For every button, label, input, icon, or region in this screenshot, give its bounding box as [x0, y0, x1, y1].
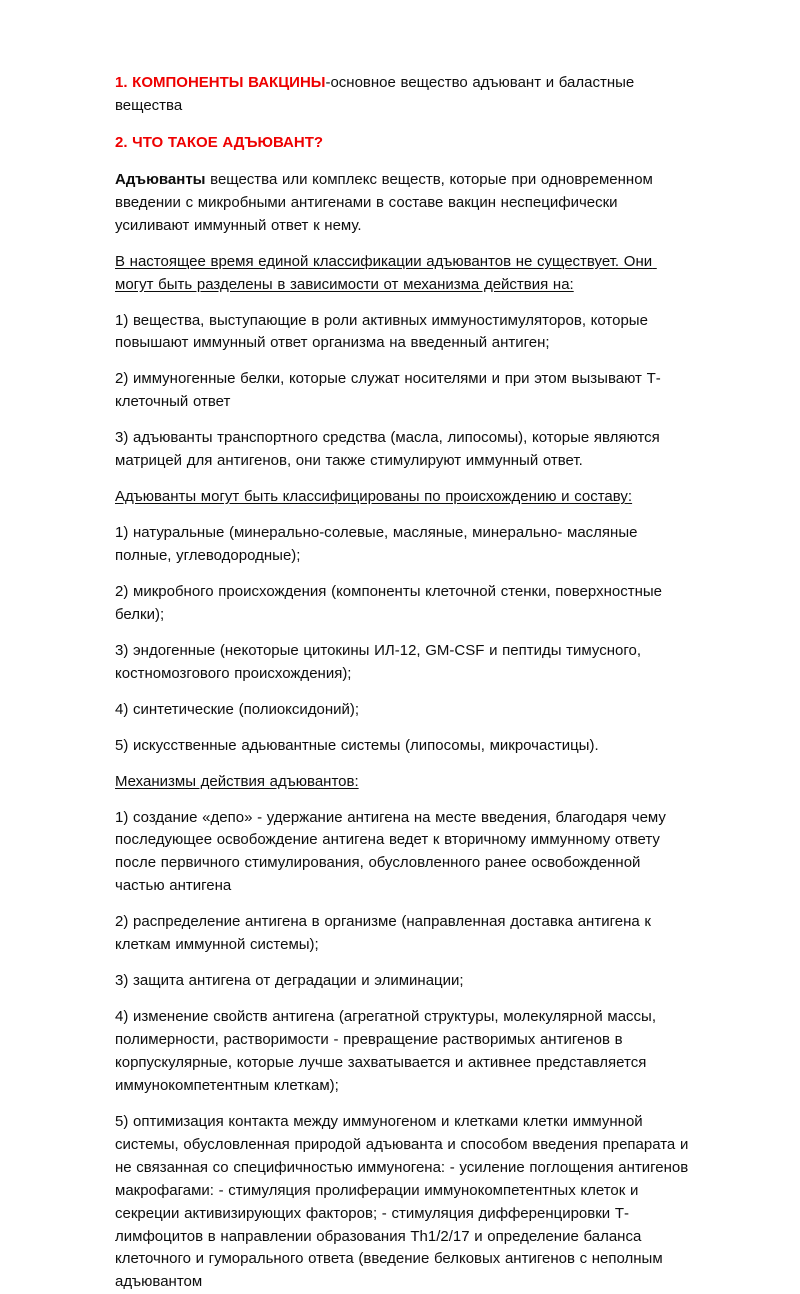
text-run-bold: Адъюванты [115, 170, 206, 188]
text-run-red-bold: 2. ЧТО ТАКОЕ АДЪЮВАНТ? [115, 133, 324, 151]
text-run-normal: 2) микробного происхождения (компоненты клеточной стенки, поверхностные белки); [115, 582, 667, 623]
text-run-normal: 3) эндогенные (некоторые цитокины ИЛ-12, GM-CSF и пептиды тимусного, костномозгового происхождения); [115, 641, 646, 682]
text-run-underline: В настоящее время единой классификации адъювантов не существует. Они могут быть разделены в зависимости от механизма действия на: [115, 252, 657, 293]
paragraph-action-item-4 [115, 1006, 690, 1098]
paragraph-adjuvant-definition [115, 169, 690, 238]
paragraph-action-item-2 [115, 911, 690, 957]
document-blocks [115, 72, 693, 1294]
text-run-normal: вещества или комплекс веществ, которые при одновременном введении с микробными антигенами в составе вакцин неспецифически усиливают иммунный ответ к нему. [115, 170, 658, 234]
text-run-normal: 3) защита антигена от деградации и элиминации; [115, 972, 464, 990]
paragraph-origin-item-2 [115, 581, 690, 627]
text-run-normal: 2) иммуногенные белки, которые служат носителями и при этом вызывают Т-клеточный ответ [115, 370, 661, 411]
paragraph-mechanism-item-1 [115, 310, 690, 356]
paragraph-classification-intro [115, 251, 690, 297]
text-run-normal: 5) оптимизация контакта между иммуногеном и клетками клетки иммунной системы, обусловленная природой адъюванта и способом введения препарата и не связанная со специфичностью иммуногена: - усиление поглощения антигенов макрофагами: - стимуляция пролиферации иммунокомпетентных клеток и секреции активизирующих факторов; - стимуляция дифференцировки Т-лимфоцитов в направлении образования Th1/2/17 и определение баланса клеточного и гуморального ответа (введение белковых антигенов с неполным адъювантом [115, 1112, 693, 1291]
paragraph-origin-item-1 [115, 522, 690, 568]
text-run-normal: 2) распределение антигена в организме (направленная доставка антигена к клеткам иммунной системы); [115, 913, 656, 954]
text-run-normal: 1) натуральные (минерально-солевые, масляные, минерально- масляные полные, углеводородные); [115, 524, 643, 564]
paragraph-mechanism-item-3 [115, 427, 690, 473]
text-run-normal: 5) искусственные адьювантные системы (липосомы, микрочастицы). [115, 736, 599, 754]
text-run-normal: 3) адъюванты транспортного средства (масла, липосомы), которые являются матрицей для антигенов, они также стимулируют иммунный ответ. [115, 429, 665, 470]
text-run-underline: Механизмы действия адъювантов: [115, 772, 359, 790]
text-run-normal: 4) синтетические (полиоксидоний); [115, 700, 360, 718]
text-run-normal: 4) изменение свойств антигена (агрегатной структуры, молекулярной массы, полимерности, растворимости - превращение растворимых антигенов в корпускулярные, которые лучше захватывается и активнее представляется иммунокомпетентным клеткам); [115, 1008, 661, 1094]
paragraph-action-item-5 [115, 1111, 693, 1294]
paragraph-origin-item-3 [115, 640, 690, 686]
text-run-underline: Адъюванты могут быть классифицированы по происхождению и составу: [115, 488, 633, 506]
paragraph-mechanism-item-2 [115, 368, 690, 414]
paragraph-action-item-1 [115, 807, 690, 899]
paragraph-action-item-3 [115, 970, 690, 993]
paragraph-origin-classification-intro [115, 486, 690, 509]
text-run-normal: -основное вещество адъювант и баластные вещества [115, 74, 639, 114]
heading-what-is-adjuvant [115, 132, 690, 155]
text-run-normal: 1) создание «депо» - удержание антигена на месте введения, благодаря чему последующее освобождение антигена ведет к вторичному иммунному ответу после первичного стимулирования, обусловленного ранее освобожденной частью антигена [115, 808, 671, 895]
text-run-red-bold: 1. КОМПОНЕНТЫ ВАКЦИНЫ [115, 74, 326, 91]
text-run-normal: 1) вещества, выступающие в роли активных иммуностимуляторов, которые повышают иммунный ответ организма на введенный антиген; [115, 311, 653, 352]
paragraph-origin-item-5 [115, 735, 690, 758]
heading-vaccine-components [115, 72, 690, 118]
paragraph-origin-item-4 [115, 699, 690, 722]
paragraph-action-mechanisms-intro [115, 771, 690, 794]
